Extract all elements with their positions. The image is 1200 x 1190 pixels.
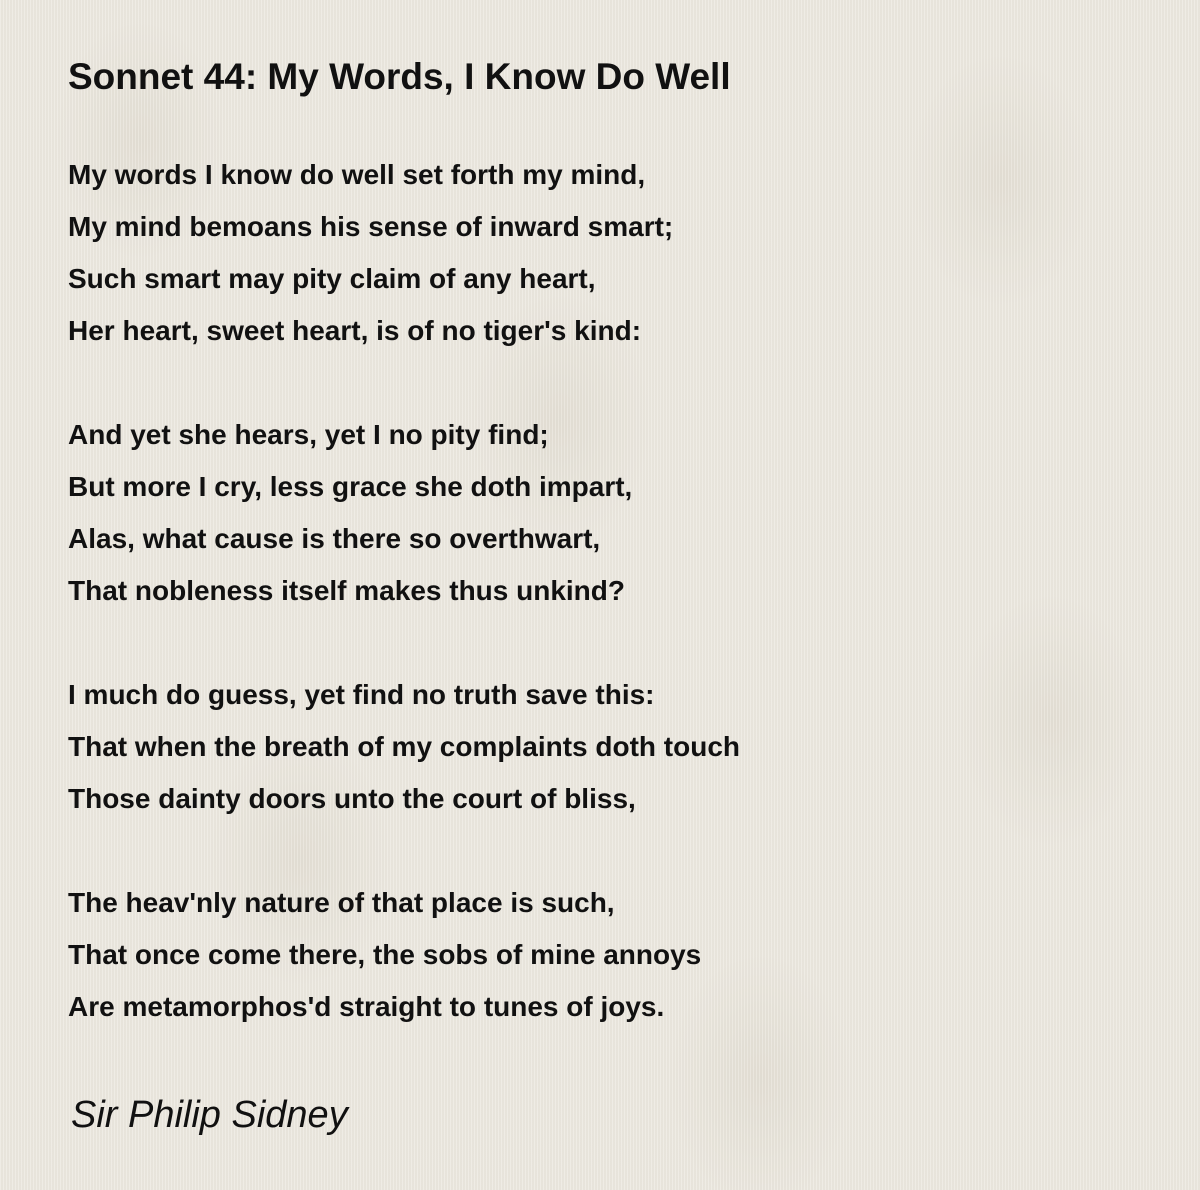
- poem-line: That nobleness itself makes thus unkind?: [68, 575, 625, 606]
- poem-line: Alas, what cause is there so overthwart,: [68, 523, 601, 554]
- poem-line: That when the breath of my complaints doth touch: [68, 731, 741, 762]
- poem-body: [68, 149, 740, 1085]
- poem-line: That once come there, the sobs of mine annoys: [68, 939, 702, 970]
- poem-author: Sir Philip Sidney: [71, 1094, 348, 1136]
- poem-line: My mind bemoans his sense of inward smart;: [68, 211, 674, 242]
- stanza: [68, 409, 740, 617]
- poem-line: But more I cry, less grace she doth impart,: [68, 471, 633, 502]
- poem-line: Such smart may pity claim of any heart,: [68, 263, 596, 294]
- poem-line: Are metamorphos'd straight to tunes of joys.: [68, 991, 665, 1022]
- poem-line: Those dainty doors unto the court of bliss,: [68, 783, 636, 814]
- stanza: [68, 669, 740, 825]
- poem-line: I much do guess, yet find no truth save this:: [68, 679, 655, 710]
- poem-title: Sonnet 44: My Words, I Know Do Well: [68, 56, 731, 97]
- stanza: [68, 877, 740, 1033]
- poem-line: And yet she hears, yet I no pity find;: [68, 419, 549, 450]
- poem-line: The heav'nly nature of that place is such,: [68, 887, 615, 918]
- poem-line: My words I know do well set forth my mind,: [68, 159, 646, 190]
- stanza: [68, 149, 740, 357]
- poem-line: Her heart, sweet heart, is of no tiger's kind:: [68, 315, 642, 346]
